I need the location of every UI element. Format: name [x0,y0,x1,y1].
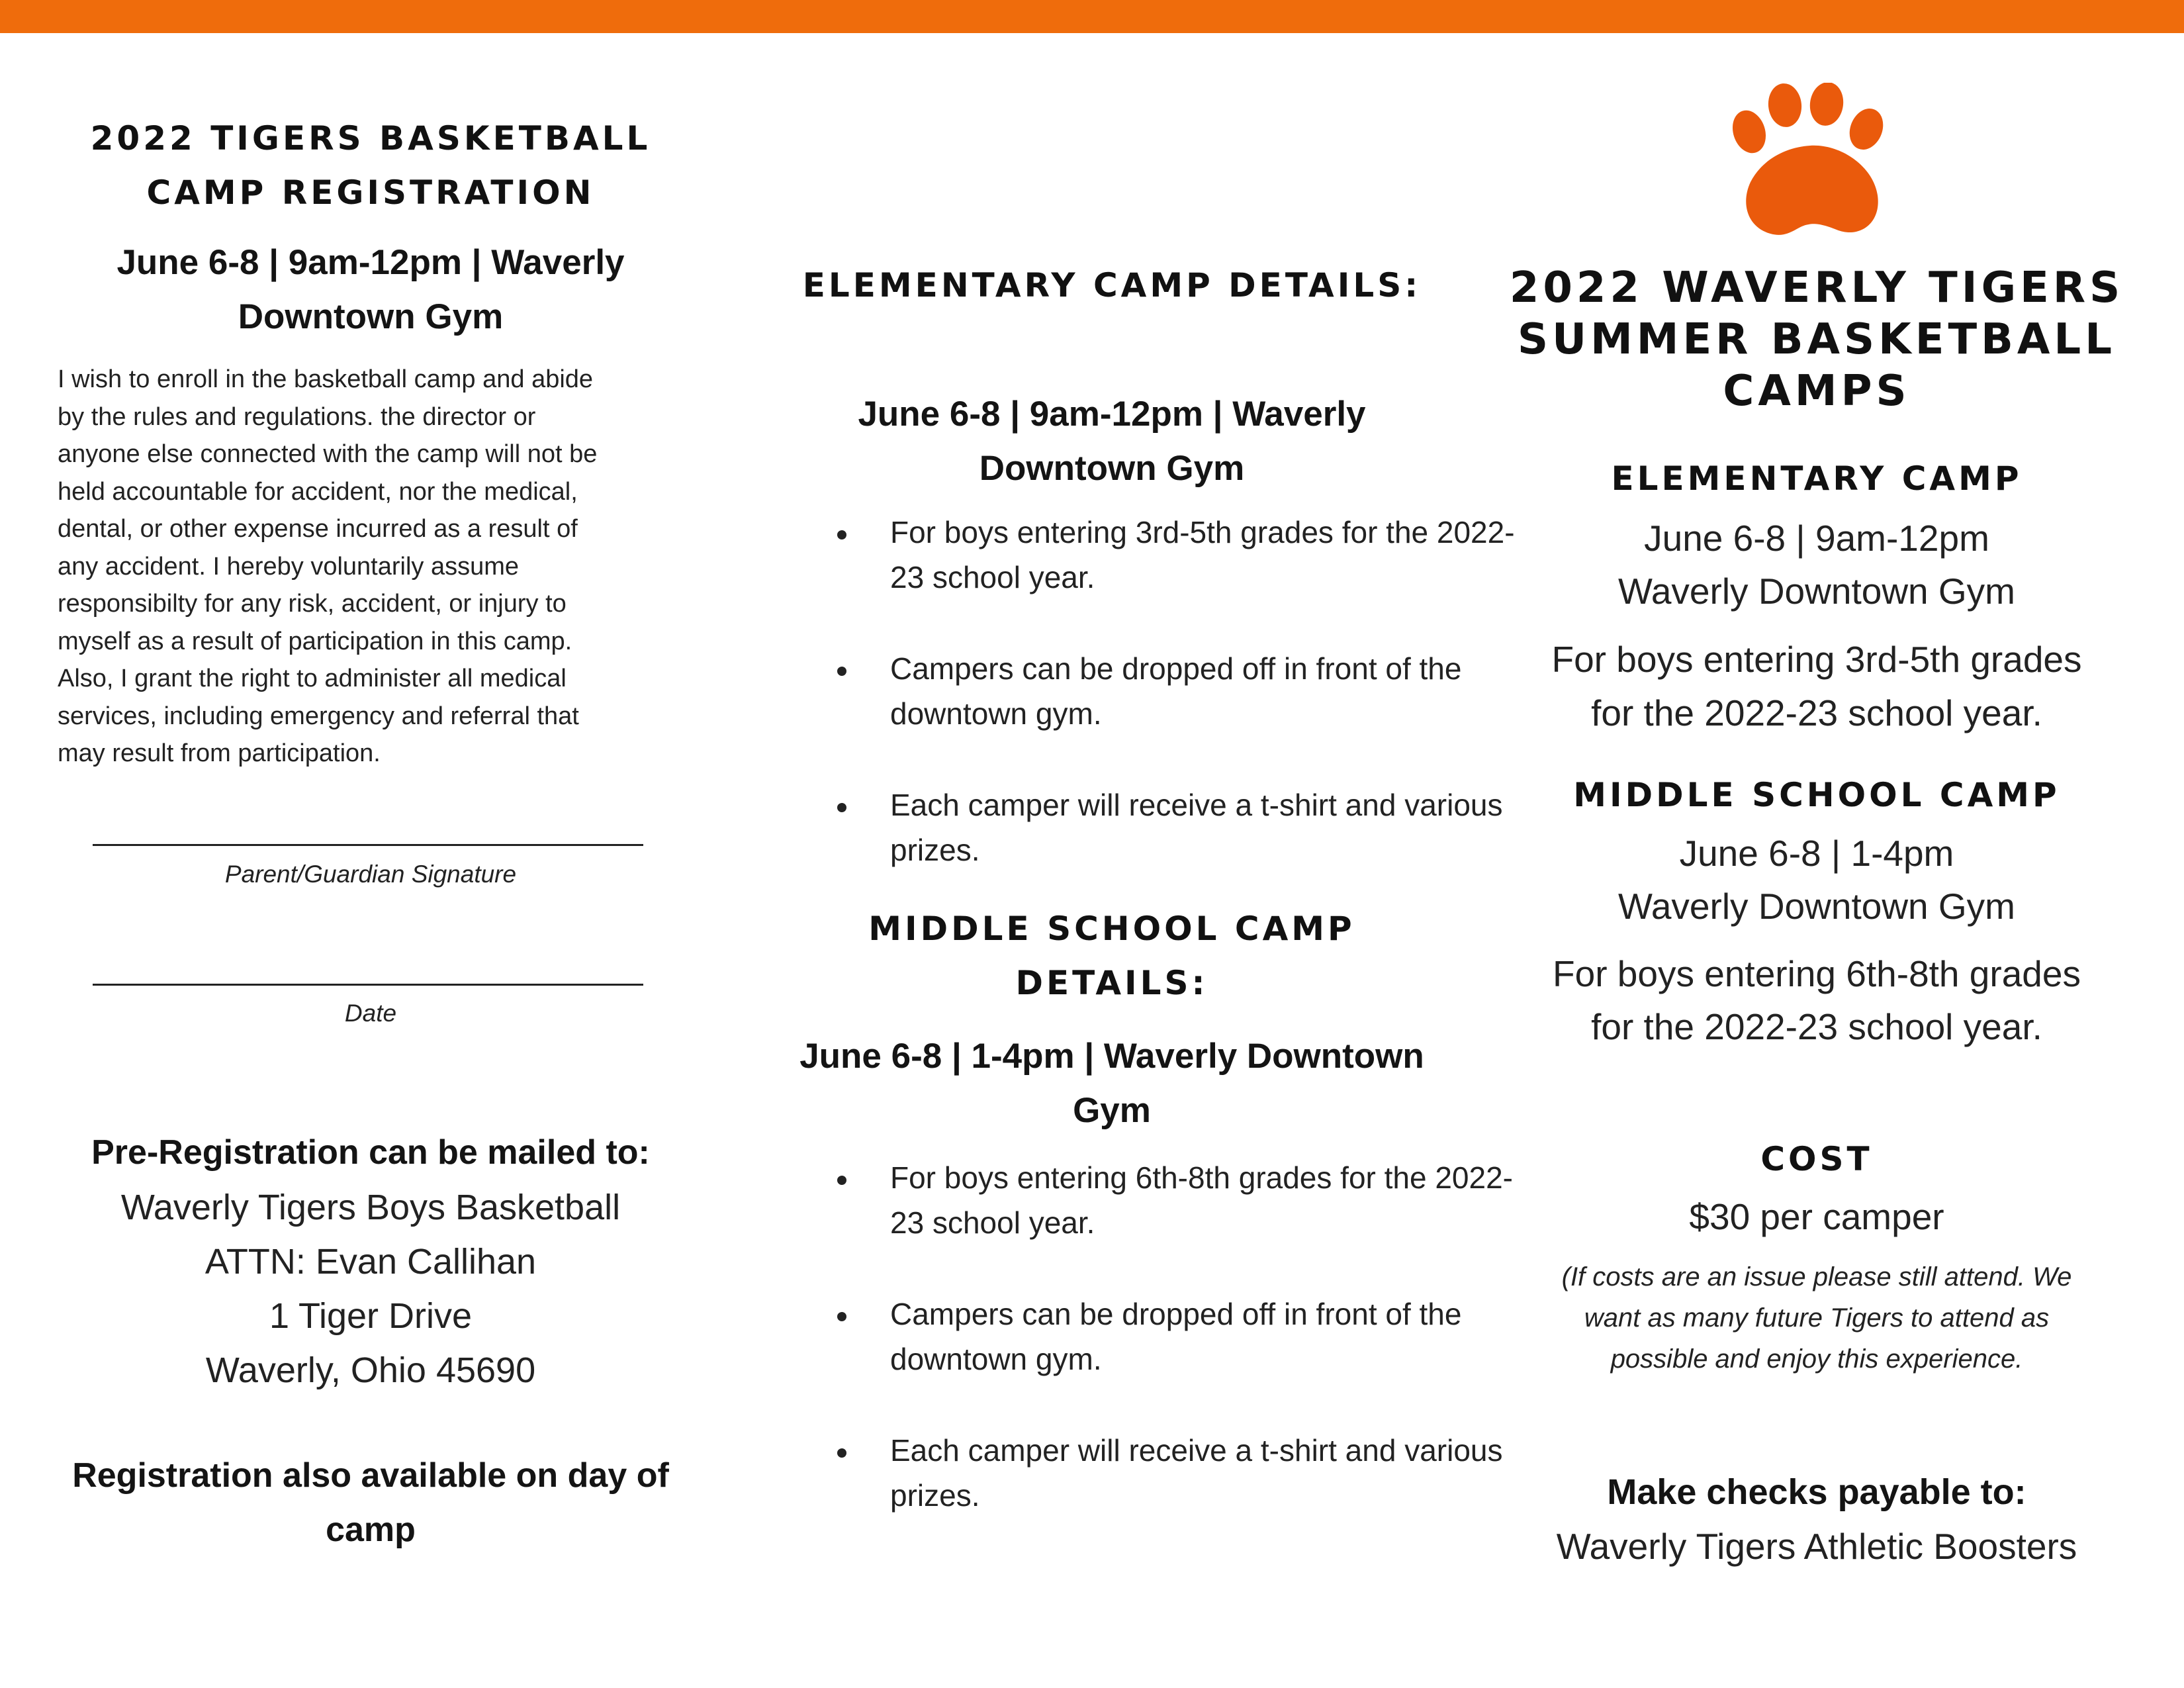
list-item: Campers can be dropped off in front of the downtown gym. [837,646,1539,736]
cover-middle-location: Waverly Downtown Gym [1617,886,2016,927]
cover-elementary-time: June 6-8 | 9am-12pm [1644,518,1989,559]
waiver-text: I wish to enroll in the basketball camp and abide by the rules and regulations. the director or anyone else connected with the camp will not be held accountable for accident, nor the medical, dental, or other expense incurred as a result of any accident. I hereby voluntarily assume responsibilty for any risk, accident, or injury to myself as a result of participation in this camp. Also, I grant the right to administer all medical services, including emergency and referral that may result from participation. [58,365,598,767]
bullet-icon [837,1312,846,1321]
list-item: Campers can be dropped off in front of the downtown gym. [837,1291,1539,1382]
mailing-address [46,1180,695,1397]
elementary-details-list [837,510,1539,919]
tiger-paw-icon [1731,83,1889,242]
day-of-registration-note: Registration also available on day of camp [72,1456,669,1549]
cover-title: 2022 WAVERLY TIGERS SUMMER BASKETBALL CAMPS [1509,263,2124,416]
middle-details-date: June 6-8 | 1-4pm | Waverly Downtown Gym [799,1037,1424,1130]
cover-middle-time: June 6-8 | 1-4pm [1679,833,1954,874]
address-line: Waverly, Ohio 45690 [205,1350,536,1390]
middle-details-list [837,1155,1539,1564]
list-item: For boys entering 3rd-5th grades for the 2022-23 school year. [837,510,1539,600]
registration-title: 2022 TIGERS BASKETBALL CAMP REGISTRATION [90,119,651,212]
top-accent-bar [0,0,2184,33]
list-item: Each camper will receive a t-shirt and various prizes. [837,1428,1539,1518]
date-line[interactable] [93,984,643,986]
list-item: Each camper will receive a t-shirt and various prizes. [837,782,1539,872]
cover-elementary-location: Waverly Downtown Gym [1617,571,2016,612]
address-line: ATTN: Evan Callihan [205,1242,537,1282]
checks-heading: Make checks payable to: [1607,1472,2026,1512]
signature-label: Parent/Guardian Signature [224,861,517,888]
bullet-icon [837,667,846,676]
mail-heading: Pre-Registration can be mailed to: [91,1133,650,1172]
cover-middle-heading: MIDDLE SCHOOL CAMP [1573,776,2060,814]
date-label: Date [344,1000,397,1027]
address-line: Waverly Tigers Boys Basketball [120,1188,621,1227]
cover-elementary-grades-1: For boys entering 3rd-5th grades [1551,639,2082,680]
address-line: 1 Tiger Drive [269,1296,473,1336]
cost-note: (If costs are an issue please still attend. We want as many future Tigers to attend as possible and enjoy this experience. [1561,1262,2072,1374]
bullet-icon [837,1448,846,1458]
cover-middle-grades-2: for the 2022-23 school year. [1591,1006,2042,1047]
bullet-icon [837,1176,846,1185]
registration-date-line: June 6-8 | 9am-12pm | Waverly Downtown Gym [116,243,625,336]
cover-elementary-heading: ELEMENTARY CAMP [1611,459,2023,498]
bullet-icon [837,803,846,812]
bullet-icon [837,530,846,539]
elementary-details-date: June 6-8 | 9am-12pm | Waverly Downtown Gym [858,395,1366,488]
checks-payee: Waverly Tigers Athletic Boosters [1556,1526,2077,1567]
middle-details-heading: MIDDLE SCHOOL CAMP DETAILS: [868,910,1355,1002]
cover-middle-grades-1: For boys entering 6th-8th grades [1553,953,2081,994]
cost-amount: $30 per camper [1689,1196,1944,1237]
elementary-details-heading: ELEMENTARY CAMP DETAILS: [802,266,1422,305]
list-item: For boys entering 6th-8th grades for the 2022-23 school year. [837,1155,1539,1245]
cover-elementary-grades-2: for the 2022-23 school year. [1591,692,2042,733]
signature-line[interactable] [93,844,643,846]
cost-heading: COST [1760,1140,1873,1178]
